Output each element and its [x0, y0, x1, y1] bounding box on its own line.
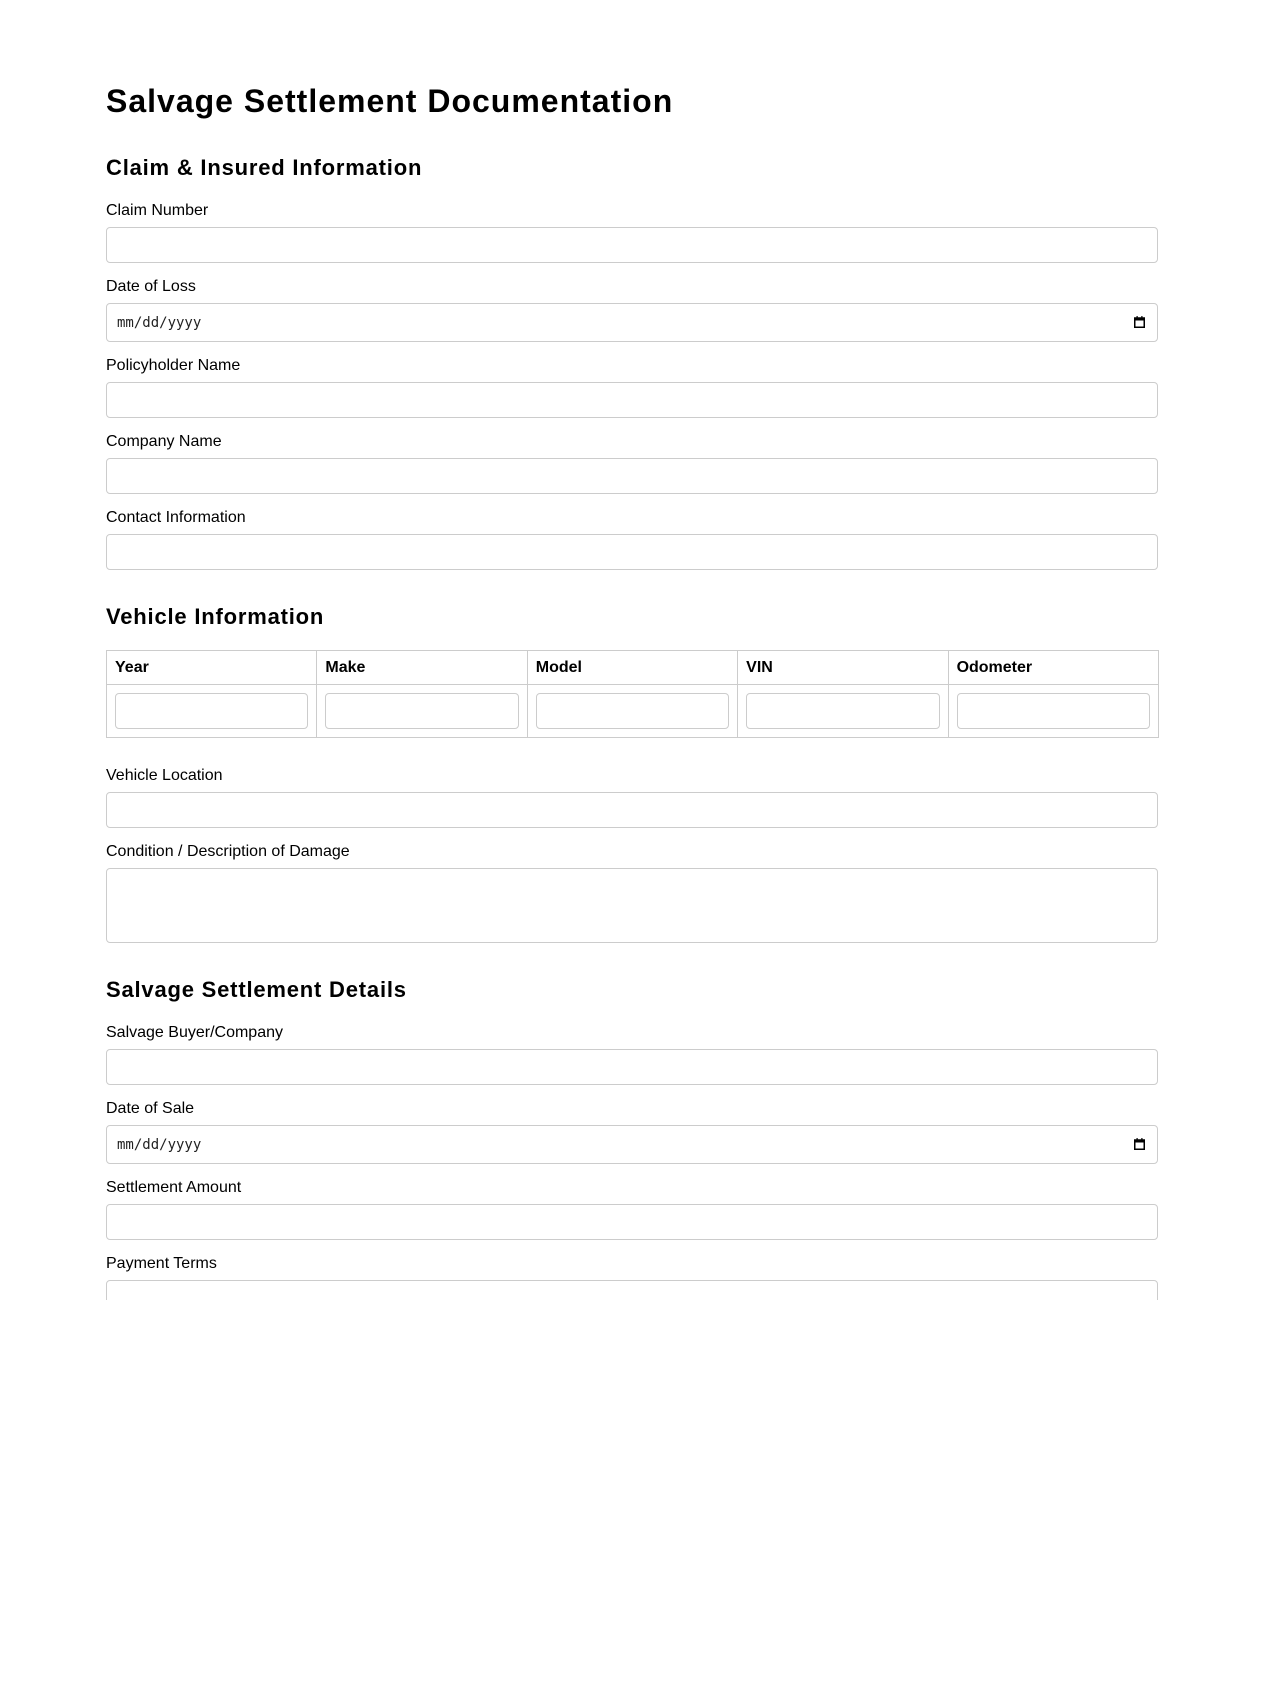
- date-of-sale-label: Date of Sale: [106, 1100, 195, 1117]
- salvage-buyer-label: Salvage Buyer/Company: [106, 1024, 283, 1041]
- policyholder-name-input[interactable]: [106, 382, 1158, 418]
- field-contact-information: [106, 508, 1158, 570]
- field-salvage-buyer: [106, 1023, 1158, 1085]
- section-heading-claim: Claim & Insured Information: [106, 155, 423, 180]
- salvage-buyer-input[interactable]: [106, 1049, 1158, 1085]
- policyholder-name-label: Policyholder Name: [106, 357, 241, 374]
- vehicle-location-input[interactable]: [106, 792, 1158, 828]
- section-settlement: [106, 977, 1158, 1300]
- field-date-of-sale: [106, 1099, 1158, 1164]
- calendar-icon[interactable]: [1134, 316, 1145, 328]
- field-settlement-amount: [106, 1178, 1158, 1240]
- contact-information-label: Contact Information: [106, 509, 246, 526]
- section-claim-insured: [106, 155, 1158, 570]
- field-payment-terms: [106, 1254, 1158, 1300]
- settlement-amount-input[interactable]: [106, 1204, 1158, 1240]
- page-title: Salvage Settlement Documentation: [106, 83, 674, 119]
- make-input[interactable]: [325, 693, 518, 729]
- vehicle-table: [106, 650, 1159, 738]
- model-cell: [527, 685, 737, 738]
- company-name-input[interactable]: [106, 458, 1158, 494]
- field-date-of-loss: [106, 277, 1158, 342]
- calendar-icon[interactable]: [1134, 1138, 1145, 1150]
- section-heading-settlement: Salvage Settlement Details: [106, 977, 407, 1002]
- column-header-make: Make: [317, 651, 527, 685]
- condition-label: Condition / Description of Damage: [106, 843, 350, 860]
- odometer-input[interactable]: [957, 693, 1150, 729]
- payment-terms-input[interactable]: [106, 1280, 1158, 1300]
- year-input[interactable]: [115, 693, 308, 729]
- column-header-model: Model: [527, 651, 737, 685]
- odometer-cell: [948, 685, 1158, 738]
- field-company-name: [106, 432, 1158, 494]
- date-of-loss-input[interactable]: [106, 303, 1158, 342]
- field-claim-number: [106, 201, 1158, 263]
- model-input[interactable]: [536, 693, 729, 729]
- field-vehicle-location: [106, 766, 1158, 828]
- field-policyholder-name: [106, 356, 1158, 418]
- field-condition: [106, 842, 1158, 943]
- vin-input[interactable]: [746, 693, 939, 729]
- condition-textarea[interactable]: [106, 868, 1158, 943]
- table-row: [107, 685, 1159, 738]
- date-of-sale-placeholder: mm/dd/yyyy: [117, 1137, 202, 1153]
- column-header-odometer: Odometer: [948, 651, 1158, 685]
- year-cell: [107, 685, 317, 738]
- payment-terms-label: Payment Terms: [106, 1255, 217, 1272]
- section-vehicle: [106, 604, 1158, 943]
- vehicle-table-header-row: [107, 651, 1159, 685]
- vin-cell: [738, 685, 948, 738]
- make-cell: [317, 685, 527, 738]
- column-header-vin: VIN: [738, 651, 948, 685]
- date-of-loss-placeholder: mm/dd/yyyy: [117, 315, 202, 331]
- date-of-loss-label: Date of Loss: [106, 278, 196, 295]
- settlement-amount-label: Settlement Amount: [106, 1179, 242, 1196]
- form-content: [106, 155, 1158, 1300]
- claim-number-input[interactable]: [106, 227, 1158, 263]
- section-heading-vehicle: Vehicle Information: [106, 604, 325, 629]
- column-header-year: Year: [107, 651, 317, 685]
- vehicle-location-label: Vehicle Location: [106, 767, 223, 784]
- company-name-label: Company Name: [106, 433, 222, 450]
- contact-information-input[interactable]: [106, 534, 1158, 570]
- date-of-sale-input[interactable]: [106, 1125, 1158, 1164]
- claim-number-label: Claim Number: [106, 202, 209, 219]
